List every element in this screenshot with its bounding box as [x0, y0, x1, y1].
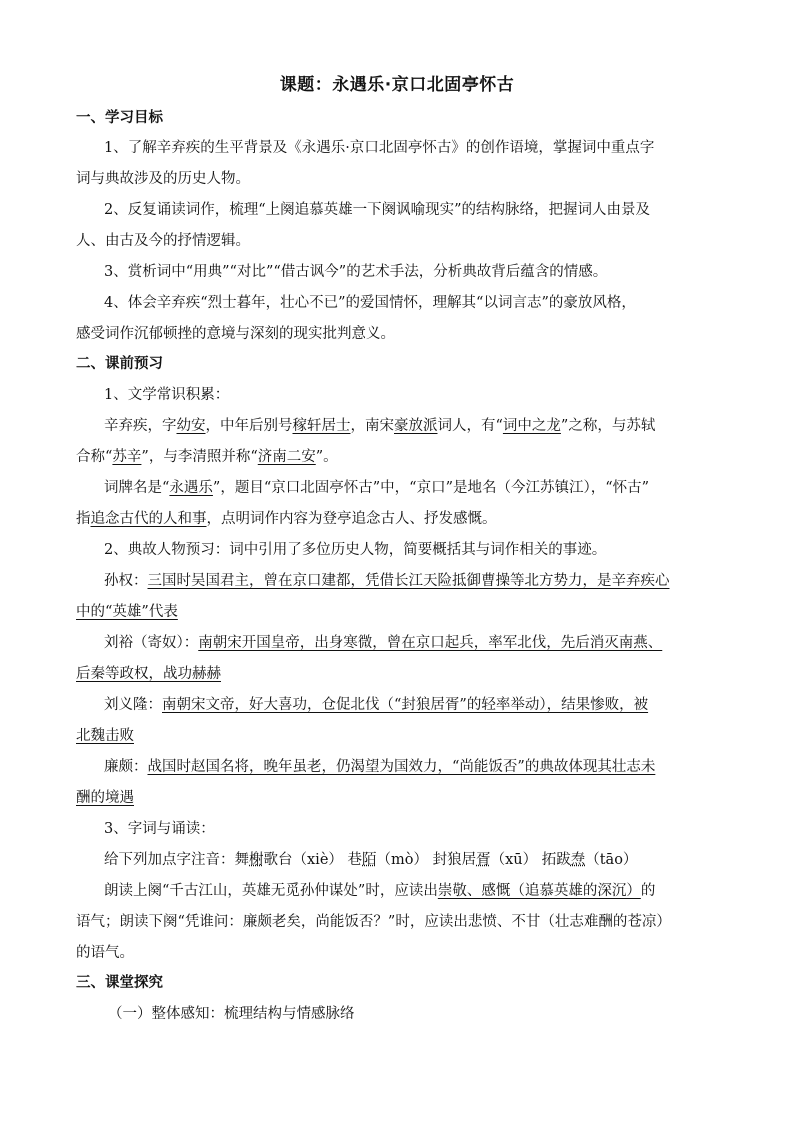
figure-name: 孙权：: [104, 573, 148, 589]
preview-item-2: 2、典故人物预习：词中引用了多位历史人物，简要概括其与词作相关的事迹。: [104, 542, 607, 558]
cipai-paragraph-line-2: [76, 508, 724, 530]
answer-blank: 豪放派: [394, 418, 438, 434]
text: ，点明词作内容为登亭追念古人、抒发感慨。: [206, 511, 497, 527]
figure-liuyu-line-1: [104, 632, 744, 654]
section-heading-goals: 一、学习目标: [76, 110, 163, 126]
figure-name: 刘裕（寄奴）：: [104, 635, 199, 651]
reading-line-2: 语气；朗读下阕“凭谁问：廉颇老矣，尚能饭否？”时，应读出悲愤、不甘（壮志难酬的苍凉）: [76, 914, 671, 930]
reading-line-1: [104, 880, 724, 902]
section-heading-preview: 二、课前预习: [76, 356, 163, 372]
figure-liuyu-line-2: [76, 663, 724, 685]
text: 词牌名是“: [104, 480, 170, 496]
page-title: 课题：永遇乐·京口北固亭怀古: [279, 75, 515, 95]
answer-blank: 追念古代的人和事: [90, 511, 207, 527]
figure-liuyilong-line-1: [104, 694, 724, 716]
figure-lianpo-line-1: [104, 756, 724, 778]
answer-blank: 后秦等政权，战功赫赫: [76, 666, 221, 682]
text: 辛弃疾，字: [104, 418, 177, 434]
pinyin-line: [104, 849, 724, 871]
dotted-char: 陌: [362, 852, 377, 868]
xin-paragraph-line-1: [104, 415, 724, 437]
goal-4-line-1: 4、体会辛弃疾“烈士暮年，壮心不已”的爱国情怀，理解其“以词言志”的豪放风格，: [104, 295, 636, 311]
text: 词人，有“: [437, 418, 503, 434]
text: 指: [76, 511, 91, 527]
answer-blank: 南朝宋开国皇帝，出身寒微，曾在京口起兵，率军北伐，先后消灭南燕、: [198, 635, 663, 651]
dotted-char: 胥: [476, 852, 491, 868]
text: ”，与李清照并称“: [141, 449, 258, 465]
section-heading-explore: 三、课堂探究: [76, 975, 163, 991]
text: ，中年后别号: [205, 418, 293, 434]
figure-name: 廉颇：: [104, 759, 148, 775]
answer-blank: 崇敬、感慨（追慕英雄的深沉）: [437, 883, 641, 899]
explore-sub-1: （一）整体感知：梳理结构与情感脉络: [108, 1006, 355, 1022]
preview-item-1: 1、文学常识积累：: [104, 387, 230, 403]
text: ”之称，与苏轼: [560, 418, 656, 434]
reading-line-3: 的语气。: [76, 945, 134, 961]
answer-blank: 酬的境遇: [76, 790, 134, 806]
answer-blank: 词中之龙: [502, 418, 561, 434]
text: （mò） 封狼居: [376, 852, 477, 868]
answer-blank: 北魏击败: [76, 728, 134, 744]
answer-blank: 三国时吴国君主，曾在京口建都，凭借长江天险抵御曹操等北方势力，是辛弃疾心: [147, 573, 670, 589]
answer-blank: 南朝宋文帝，好大喜功，仓促北伐（“封狼居胥”的轻率举动），结果惨败，被: [162, 697, 649, 713]
dotted-char: 榭: [249, 852, 264, 868]
answer-blank: 战国时赵国名将，晚年虽老，仍渴望为国效力，“尚能饭否”的典故体现其壮志未: [147, 759, 656, 775]
text: 合称“: [76, 449, 113, 465]
text: 给下列加点字注音：舞: [104, 852, 249, 868]
preview-item-3: 3、字词与诵读：: [104, 821, 215, 837]
answer-blank: 济南二安: [257, 449, 316, 465]
cipai-paragraph-line-1: [104, 477, 724, 499]
text: 的: [640, 883, 656, 899]
text: 歌台（xiè） 巷: [263, 852, 363, 868]
goal-2-line-1: 2、反复诵读词作，梳理“上阕追慕英雄一下阕讽喻现实”的结构脉络，把握词人由景及: [104, 202, 651, 218]
figure-lianpo-line-2: [76, 787, 724, 809]
answer-blank: 幼安: [176, 418, 206, 434]
text: ”，题目“京口北固亭怀古”中，“京口”是地名（今江苏镇江），“怀古”: [212, 480, 650, 496]
figure-sunquan-line-1: [104, 570, 724, 592]
text: 朗读上阕“千古江山，英雄无觅孙仲谋处”时，应读出: [104, 883, 438, 899]
text: ”。: [315, 449, 338, 465]
goal-4-line-2: 感受词作沉郁顿挫的意境与深刻的现实批判意义。: [76, 326, 395, 342]
text: （xū） 拓跋: [490, 852, 571, 868]
figure-liuyilong-line-2: [76, 725, 724, 747]
goal-1-line-1: 1、了解辛弃疾的生平背景及《永遇乐·京口北固亭怀古》的创作语境，掌握词中重点字: [104, 140, 655, 156]
dotted-char: 焘: [570, 852, 586, 868]
figure-sunquan-line-2: [76, 601, 724, 623]
text: ，南宋: [350, 418, 394, 434]
goal-3: 3、赏析词中“用典”“对比”“借古讽今”的艺术手法，分析典故背后蕴含的情感。: [104, 264, 608, 280]
answer-blank: 苏辛: [112, 449, 142, 465]
goal-1-line-2: 词与典故涉及的历史人物。: [76, 171, 250, 187]
goal-2-line-2: 人、由古及今的抒情逻辑。: [76, 233, 250, 249]
answer-blank: 永遇乐: [169, 480, 213, 496]
text: （tāo）: [585, 852, 638, 868]
xin-paragraph-line-2: [76, 446, 724, 468]
answer-blank: 稼轩居士: [292, 418, 351, 434]
figure-name: 刘义隆：: [104, 697, 162, 713]
answer-blank: 中的“英雄”代表: [76, 604, 178, 620]
